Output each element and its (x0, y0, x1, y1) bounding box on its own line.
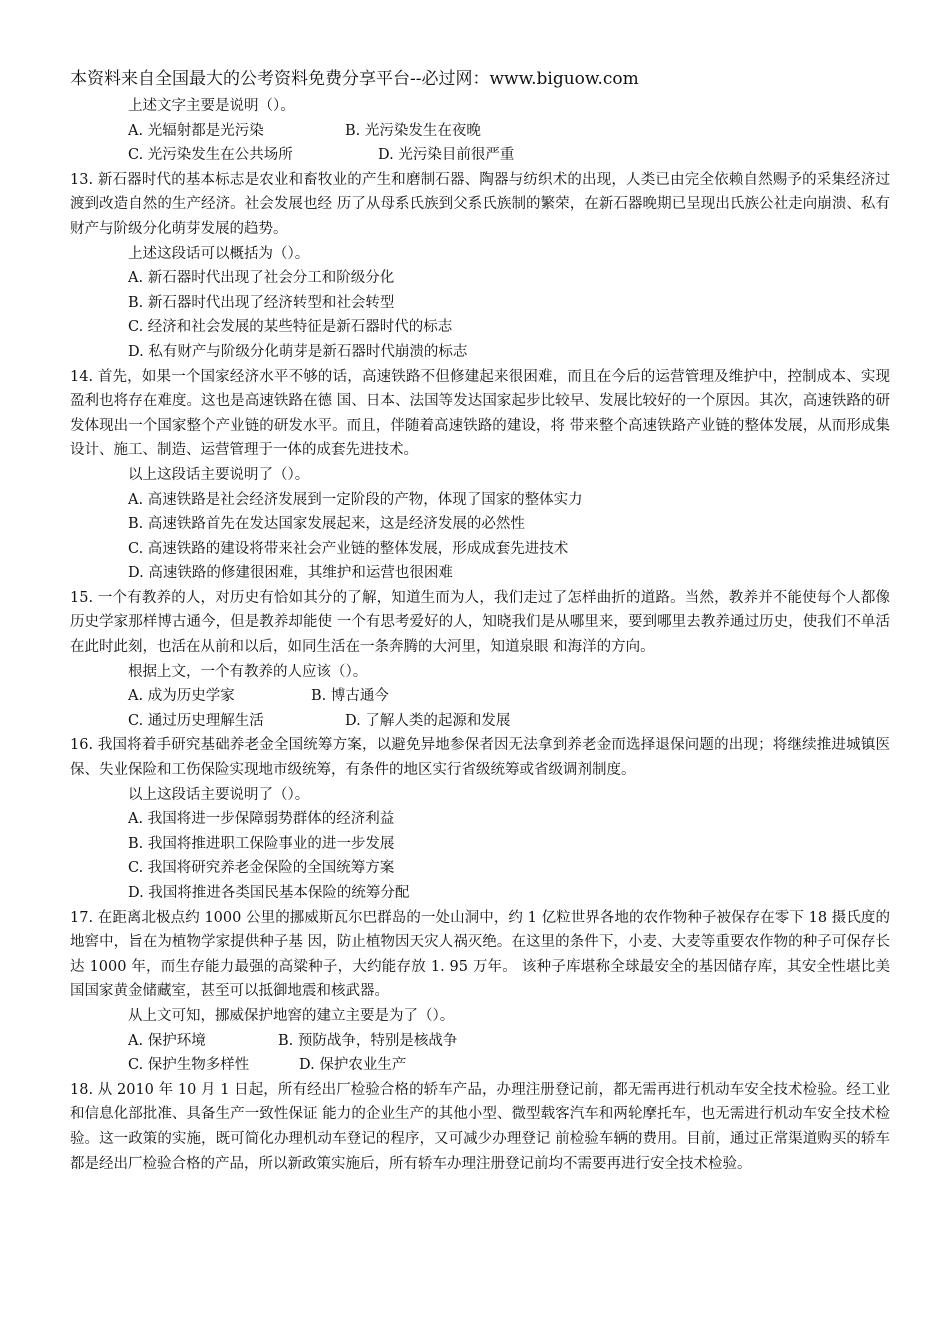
q12-options-ab (70, 119, 890, 144)
q16-option-a: A. 我国将进一步保障弱势群体的经济利益 (128, 811, 395, 828)
q15-option-d: D. 了解人类的起源和发展 (345, 712, 511, 729)
q14-option-a: A. 高速铁路是社会经济发展到一定阶段的产物，体现了国家的整体实力 (128, 491, 583, 508)
q17-option-b: B. 预防战争，特别是核战争 (278, 1032, 458, 1049)
q13-option-c: C. 经济和社会发展的某些特征是新石器时代的标志 (128, 319, 453, 336)
q17-stem: 17. 在距离北极点约 1000 公里的挪威斯瓦尔巴群岛的一处山洞中，约 1 亿粒世界各地的农作物种子被保存在零下 18 摄氏度的地窖中，旨在为植物学家提供种子基 因，防止植物因天灾人祸灭绝。在这里的条件下，小麦、大麦等重要农作物的种子可保存长达 1000 年，而生存能力最强的高粱种子，大约能存放 1. 95 万年。 该种子库堪称全球最安全的基因储存库，其安全性堪比美国国家黄金储藏室，甚至可以抵御地震和核武器。 (70, 909, 890, 1000)
q17-options-cd (70, 1053, 890, 1078)
q15-stem: 15. 一个有教养的人，对历史有恰如其分的了解，知道生而为人，我们走过了怎样曲折的道路。当然，教养并不能使每个人都像历史学家那样博古通今，但是教养却能使 一个有思考爱好的人，知晓我们是从哪里来，要到哪里去教养通过历史，使我们不单活在此时此刻，也活在从前和以后，如同生活在一条奔腾的大河里，知道泉眼 和海洋的方向。 (70, 589, 890, 656)
q17-option-c: C. 保护生物多样性 (128, 1057, 250, 1074)
q12-option-b: B. 光污染发生在夜晚 (345, 122, 481, 139)
q12-option-a: A. 光辐射都是光污染 (128, 122, 264, 139)
q13-stem: 13. 新石器时代的基本标志是农业和畜牧业的产生和磨制石器、陶器与纺织术的出现，人类已由完全依赖自然赐予的采集经济过渡到改造自然的生产经济。社会发展也经 历了从母系氏族到父系氏族制的繁荣，在新石器晚期已呈现出氏族公社走向崩溃、私有财产与阶级分化萌芽发展的趋势。 (70, 171, 890, 237)
q15-option-c: C. 通过历史理解生活 (128, 712, 264, 729)
q16-prompt: 以上这段话主要说明了（）。 (128, 786, 310, 803)
q14-prompt: 以上这段话主要说明了（）。 (128, 466, 310, 483)
q14-option-b: B. 高速铁路首先在发达国家发展起来，这是经济发展的必然性 (128, 516, 525, 533)
q17-prompt: 从上文可知，挪威保护地窖的建立主要是为了（）。 (128, 1007, 455, 1024)
q17-option-d: D. 保护农业生产 (299, 1057, 407, 1074)
q16-option-d: D. 我国将推进各类国民基本保险的统筹分配 (128, 885, 410, 901)
q13-option-d: D. 私有财产与阶级分化萌芽是新石器时代崩溃的标志 (128, 343, 468, 360)
q14-stem: 14. 首先，如果一个国家经济水平不够的话，高速铁路不但修建起来很困难，而且在今后的运营管理及维护中，控制成本、实现盈利也将存在难度。这也是高速铁路在德 国、日本、法国等发达国家起步比较早、发展比较好的一个原因。其次，高速铁路的研发体现出一个国家整个产业链的研发水平。而且，伴随着高速铁路的建设，将 带来整个高速铁路产业链的整体发展，从而形成集设计、施工、制造、运营管理于一体的成套先进技术。 (70, 368, 890, 459)
page-header: 本资料来自全国最大的公考资料免费分享平台--必过网：www.biguow.com (70, 69, 639, 89)
q15-option-b: B. 博古通今 (311, 688, 389, 705)
q14-option-d: D. 高速铁路的修建很困难，其维护和运营也很困难 (128, 565, 453, 582)
q16-option-b: B. 我国将推进职工保险事业的进一步发展 (128, 835, 395, 852)
q15-options-ab (70, 684, 890, 709)
q14-option-c: C. 高速铁路的建设将带来社会产业链的整体发展，形成成套先进技术 (128, 540, 569, 557)
q12-option-c: C. 光污染发生在公共场所 (128, 147, 293, 164)
q15-prompt: 根据上文，一个有教养的人应该（）。 (128, 663, 368, 680)
q16-stem: 16. 我国将着手研究基础养老金全国统筹方案，以避免异地参保者因无法拿到养老金而选择退保问题的出现；将继续推进城镇医保、失业保险和工伤保险实现地市级统筹，有条件的地区实行省级统筹或省级调剂制度。 (70, 737, 890, 779)
q13-prompt: 上述这段话可以概括为（）。 (128, 245, 310, 262)
q12-option-d: D. 光污染目前很严重 (378, 147, 515, 164)
q15-option-a: A. 成为历史学家 (128, 688, 235, 705)
q18-stem: 18. 从 2010 年 10 月 1 日起，所有经出厂检验合格的轿车产品，办理注册登记前，都无需再进行机动车安全技术检验。经工业和信息化部批准、具备生产一致性保证 能力的企业生产的其他小型、微型载客汽车和两轮摩托车，也无需进行机动车安全技术检验。这一政策的实施，既可简化办理机动车登记的程序，又可减少办理登记 前检验车辆的费用。目前，通过正常渠道购买的轿车都是经出厂检验合格的产品，所以新政策实施后，所有轿车办理注册登记前均不需要再进行安全技术检验。 (70, 1081, 890, 1172)
q13-option-a: A. 新石器时代出现了社会分工和阶级分化 (128, 270, 395, 287)
q17-options-ab (70, 1029, 890, 1054)
q15-options-cd (70, 709, 890, 734)
q17-option-a: A. 保护环境 (128, 1032, 206, 1049)
document-page (70, 66, 890, 1176)
q12-options-cd (70, 143, 890, 168)
q12-prompt: 上述文字主要是说明（）。 (128, 98, 295, 114)
q13-option-b: B. 新石器时代出现了经济转型和社会转型 (128, 294, 395, 311)
q16-option-c: C. 我国将研究养老金保险的全国统筹方案 (128, 860, 395, 877)
